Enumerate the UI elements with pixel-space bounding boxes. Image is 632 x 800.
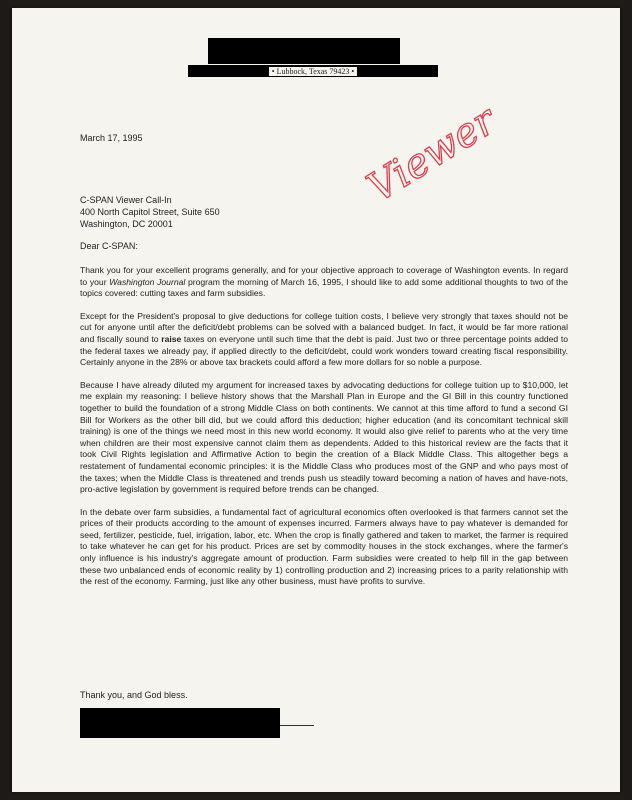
svg-text:Viewer: Viewer (359, 97, 505, 212)
letter-date: March 17, 1995 (80, 133, 143, 143)
paragraph-2: Except for the President's proposal to give deductions for college tuition costs, I believe very strongly that taxes should not be cut for anyone until after the deficit/debt problems can be solved with a balanced budget. In fact, it would be far more rational and fiscally sound to raise taxes on everyone until such time that the debt is paid. Just two or three percentage points added to the federal taxes we already pay, if applied directly to the deficit/debt, could work wonders toward creating fiscal responsibility. Certainly anyone in the 28% or above tax brackets could afford a few more dollars for so noble a purpose. (80, 310, 568, 368)
letterhead-name-redaction (208, 38, 400, 64)
recipient-city: Washington, DC 20001 (80, 219, 173, 229)
recipient-name: C-SPAN Viewer Call-In (80, 195, 172, 205)
paragraph-4: In the debate over farm subsidies, a fundamental fact of agricultural economics often overlooked is that farmers cannot set the prices of their products according to the amount of expenses incurred. Farmers always have to pay whatever is demanded for seed, fertilizer, pesticide, fuel, irrigation, labor, etc. When the crop is finally gathered and taken to market, the farmer is required to take whatever he can get for his product. Prices are set by commodity houses in the stock exchanges, where the farmer's only influence is his industry's aggregate amount of production. Farm subsidies were created to help fill in the gap between these two unbalanced ends of economic reality by 1) controlling production and 2) increasing prices to a parity relationship with the rest of the economy. Farming, just like any other business, must have profits to survive. (80, 506, 568, 587)
paragraph-1: Thank you for your excellent programs generally, and for your objective approach to coverage of Washington events. In regard to your Washington Journal program the morning of March 16, 1995, I should like to add some additional thoughts to two of the topics covered: cutting taxes and farm subsidies. (80, 265, 568, 299)
signature-redaction (80, 708, 280, 738)
signature-line (280, 725, 314, 726)
recipient-street: 400 North Capitol Street, Suite 650 (80, 207, 220, 217)
greeting: Dear C-SPAN: (80, 241, 138, 251)
viewer-handwritten-stamp (346, 97, 505, 212)
closing: Thank you, and God bless. (80, 690, 188, 700)
letter-body (80, 265, 568, 599)
recipient-address (80, 194, 220, 230)
letterhead-address: • Lubbock, Texas 79423 • (269, 67, 357, 76)
letterhead-address-bar (188, 63, 438, 79)
paragraph-3: Because I have already diluted my argument for increased taxes by advocating deductions for college tuition up to $10,000, let me explain my reasoning: I believe history shows that the Marshall Plan in Europe and the GI Bill in this country functioned together to build the foundation of a strong Middle Class on both continents. We cannot at this time afford to fund a second GI Bill for Workers as the other bill did, but we could afford this deduction; higher education (and its concomitant technical skill training) is one of the things we need most in this new world economy. It would also give relief to parents who at the very time when children are their most expensive cannot claim them as dependents. Added to this historical review are the facts that it took Civil Rights legislation and Affirmative Action to begin the creation of a Black Middle Class. This altogether begs a restatement of fundamental economic principles: it is the Middle Class who produces most of the GNP and who pays most of the taxes; when the Middle Class is threatened and trends push us steadily toward becoming a nation of haves and have-nots, pro-active legislation by government is required before trends can be changed. (80, 379, 568, 495)
letter-page (12, 8, 620, 792)
